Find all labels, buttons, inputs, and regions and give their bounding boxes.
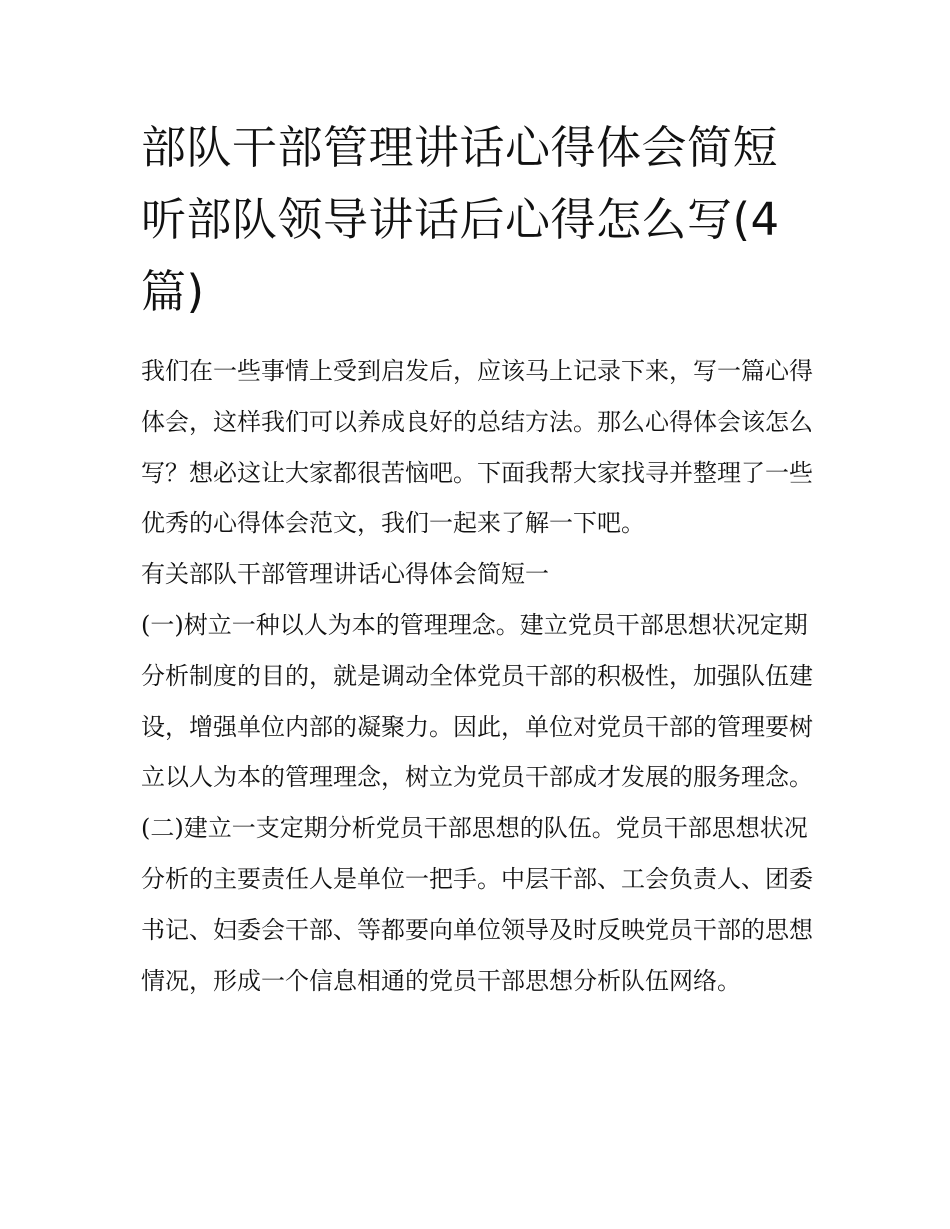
document-body <box>141 346 813 1006</box>
paragraph-2: (二)建立一支定期分析党员干部思想的队伍。党员干部思想状况分析的主要责任人是单位一把手。中层干部、工会负责人、团委书记、妇委会干部、等都要向单位领导及时反映党员干部的思想情况，形成一个信息相通的党员干部思想分析队伍网络。 <box>141 814 813 995</box>
section-heading: 有关部队干部管理讲话心得体会简短一 <box>141 560 549 589</box>
paragraph-1: (一)树立一种以人为本的管理理念。建立党员干部思想状况定期分析制度的目的，就是调动全体党员干部的积极性，加强队伍建设，增强单位内部的凝聚力。因此，单位对党员干部的管理要树立以人为本的管理理念，树立为党员干部成才发展的服务理念。 <box>141 610 813 792</box>
document-title: 部队干部管理讲话心得体会简短 听部队领导讲话后心得怎么写(4篇) <box>141 121 780 318</box>
document-content <box>141 112 813 1006</box>
intro-paragraph: 我们在一些事情上受到启发后，应该马上记录下来，写一篇心得体会，这样我们可以养成良好的总结方法。那么心得体会该怎么写？想必这让大家都很苦恼吧。下面我帮大家找寻并整理了一些优秀的心得体会范文，我们一起来了解一下吧。 <box>141 357 813 538</box>
